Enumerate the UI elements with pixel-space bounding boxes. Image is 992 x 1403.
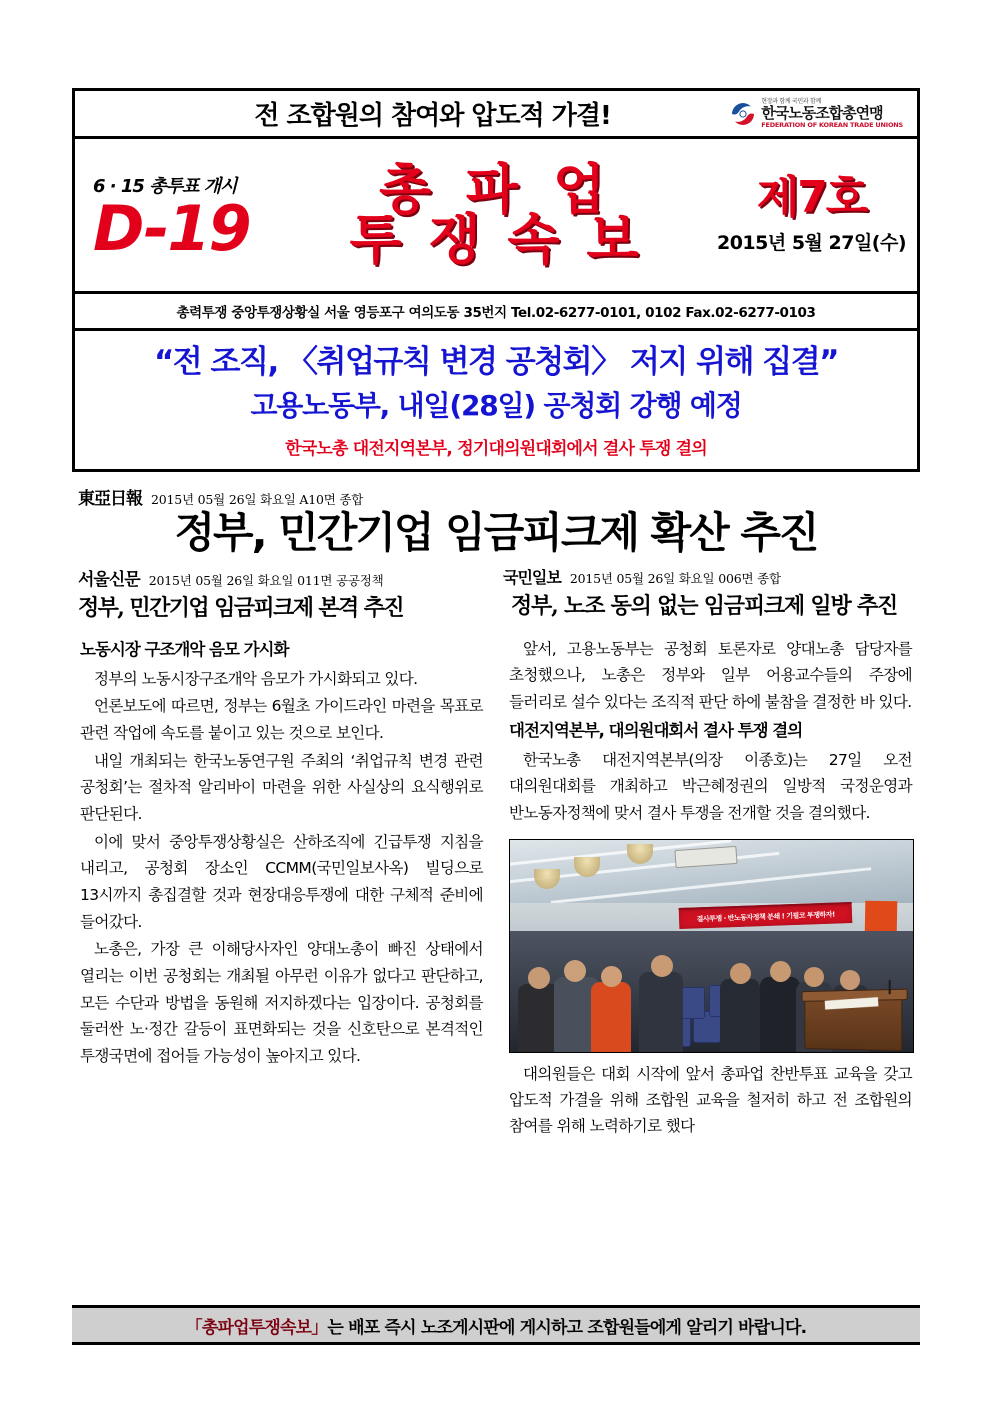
- clipping-right-paper: 국민일보: [503, 567, 561, 587]
- masthead-slogan: 전 조합원의 참여와 압도적 가결!: [254, 101, 611, 131]
- photo-person-head: [804, 967, 824, 987]
- paragraph: 내일 개최되는 한국노동연구원 주최의 ‘취업규칙 변경 관련 공청회’는 절차적 알리바이 마련을 위한 사실상의 요식행위로 판단된다.: [80, 751, 483, 824]
- photo-person-head: [601, 966, 622, 987]
- bottom-notice-banner: [72, 1305, 920, 1345]
- headline-sub: 고용노동부, 내일(28일) 공청회 강행 예정: [250, 388, 742, 422]
- countdown-number: D-19: [93, 191, 250, 265]
- countdown-block: [75, 172, 290, 265]
- headline-main: “전 조직, 〈취업규칙 변경 공청회〉 저지 위해 집결”: [153, 344, 839, 380]
- title-line-1: 총 파 업: [378, 158, 614, 222]
- photo-banner-text: 결사투쟁 · 반노동자정책 분쇄 ! 기필코 투쟁하자!: [696, 910, 836, 924]
- fktu-logo: [730, 99, 907, 129]
- clipping-left-headline: 정부, 민간기업 임금피크제 본격 추진: [78, 594, 404, 621]
- clipping-right-meta: 2015년 05월 26일 화요일 006면 종합: [569, 570, 781, 586]
- issue-date: 2015년 5월 27일(수): [716, 231, 907, 254]
- masthead-top-bar: [75, 91, 917, 139]
- photo-person-head: [770, 961, 791, 982]
- logo-name-korean: 한국노동조합총연맹: [761, 103, 883, 122]
- clipping-main-credit: [78, 484, 914, 509]
- photo-person: [720, 979, 760, 1051]
- photo-person-head: [528, 967, 550, 989]
- issue-block: [712, 171, 917, 255]
- photo-person: [591, 982, 631, 1052]
- fktu-logo-icon: [730, 101, 756, 127]
- paragraph: 노총은, 가장 큰 이해당사자인 양대노총이 빠진 상태에서 열리는 이번 공청회는 개최될 아무런 이유가 없다고 판단하고, 모든 수단과 방법을 동원해 저지하겠다는 입장이다. 공청회를 둘러싼 노·정간 갈등이 표면화되는 것을 신호탄으로 본격적인 투쟁국면에 접어들 가능성이 높아지고 있다.: [80, 940, 483, 1065]
- photo-microphone: [889, 979, 891, 994]
- article-column-left: [80, 636, 483, 1140]
- bottom-banner-quoted-title: 「총파업투쟁속보」: [185, 1317, 328, 1338]
- paragraph: 앞서, 고용노동부는 공청회 토론자로 양대노총 담당자를 초청했으나, 노총은 정부와 일부 어용교수들의 주장에 들러리로 설수 있다는 조직적 판단 하에 불참을 결정한 바 있다.: [509, 639, 912, 712]
- assembly-photo: [509, 839, 914, 1053]
- logo-name-english: FEDERATION OF KOREAN TRADE UNIONS: [761, 120, 903, 129]
- clipping-right: [503, 565, 914, 622]
- title-line-2: 투 쟁 속 보: [349, 208, 643, 271]
- paragraph: 이에 맞서 중앙투쟁상황실은 산하조직에 긴급투쟁 지침을 내리고, 공청회 장소인 CCMM(국민일보사옥) 빌딩으로 13시까지 총집결할 것과 현장대응투쟁에 대한 구체적 준비에 들어갔다.: [80, 832, 483, 931]
- clipping-left-meta: 2015년 05월 26일 화요일 011면 공공정책: [148, 572, 384, 588]
- paragraph: 언론보도에 따르면, 정부는 6월초 가이드라인 마련을 목표로 관련 작업에 속도를 붙이고 있는 것으로 보인다.: [80, 697, 483, 743]
- photo-podium: [805, 991, 903, 1051]
- photo-person-head: [730, 963, 751, 984]
- headline-red-note: 한국노총 대전지역본부, 정기대의원대회에서 결사 투쟁 결의: [285, 438, 707, 459]
- logo-tagline: 현장과 함께 국민과 함께: [761, 97, 822, 105]
- right-subheading: 대전지역본부, 대의원대회서 결사 투쟁 결의: [509, 720, 803, 740]
- left-subheading: 노동시장 구조개악 음모 가시화: [80, 639, 289, 659]
- masthead: [72, 88, 920, 331]
- publication-title: [290, 158, 712, 271]
- clipping-main-headline: 정부, 민간기업 임금피크제 확산 추진: [174, 507, 818, 557]
- photo-person-head: [651, 955, 673, 977]
- clipping-left-credit: [78, 565, 489, 590]
- contact-line: 총력투쟁 중앙투쟁상황실 서울 영등포구 여의도동 35번지 Tel.02-6277-0101, 0102 Fax.02-6277-0103: [176, 305, 816, 321]
- masthead-title-row: [75, 139, 917, 294]
- paragraph: 정부의 노동시장구조개악 음모가 가시화되고 있다.: [94, 669, 418, 688]
- photo-crowd: [510, 931, 913, 1052]
- photo-person: [639, 972, 683, 1052]
- issue-number: 제7호: [756, 171, 867, 223]
- photo-caption: 대의원들은 대회 시작에 앞서 총파업 찬반투표 교육을 갖고 압도적 가결을 위해 조합원 교육을 철저히 하고 전 조합원의 참여를 위해 노력하기로 했다: [509, 1064, 912, 1136]
- clipping-right-credit: [503, 565, 914, 588]
- paragraph: 한국노총 대전지역본부(의장 이종호)는 27일 오전 대의원대회를 개최하고 박근혜정권의 일방적 국정운영과 반노동자정책에 맞서 결사 투쟁을 전개할 것을 결의했다.: [509, 750, 912, 823]
- article-column-right: [509, 636, 912, 1140]
- clipping-main-meta: 2015년 05월 26일 화요일 A10면 종합: [151, 491, 364, 507]
- headline-box: [72, 331, 920, 472]
- clipping-main: [72, 472, 920, 555]
- clipping-right-headline: 정부, 노조 동의 없는 임금피크제 일방 추진: [511, 592, 898, 619]
- clipping-left-paper: 서울신문: [78, 569, 140, 590]
- clipping-main-paper: 東亞日報: [78, 488, 142, 509]
- countdown-kicker: 6 · 15 총투표 개시: [93, 175, 237, 197]
- clipping-left: [78, 565, 489, 622]
- photo-person-head: [564, 960, 586, 982]
- clipping-row: [72, 555, 920, 622]
- article-body: [72, 622, 920, 1140]
- bottom-banner-text: 는 배포 즉시 노조게시판에 게시하고 조합원들에게 알리기 바랍니다.: [327, 1317, 807, 1338]
- photo-person: [760, 977, 800, 1052]
